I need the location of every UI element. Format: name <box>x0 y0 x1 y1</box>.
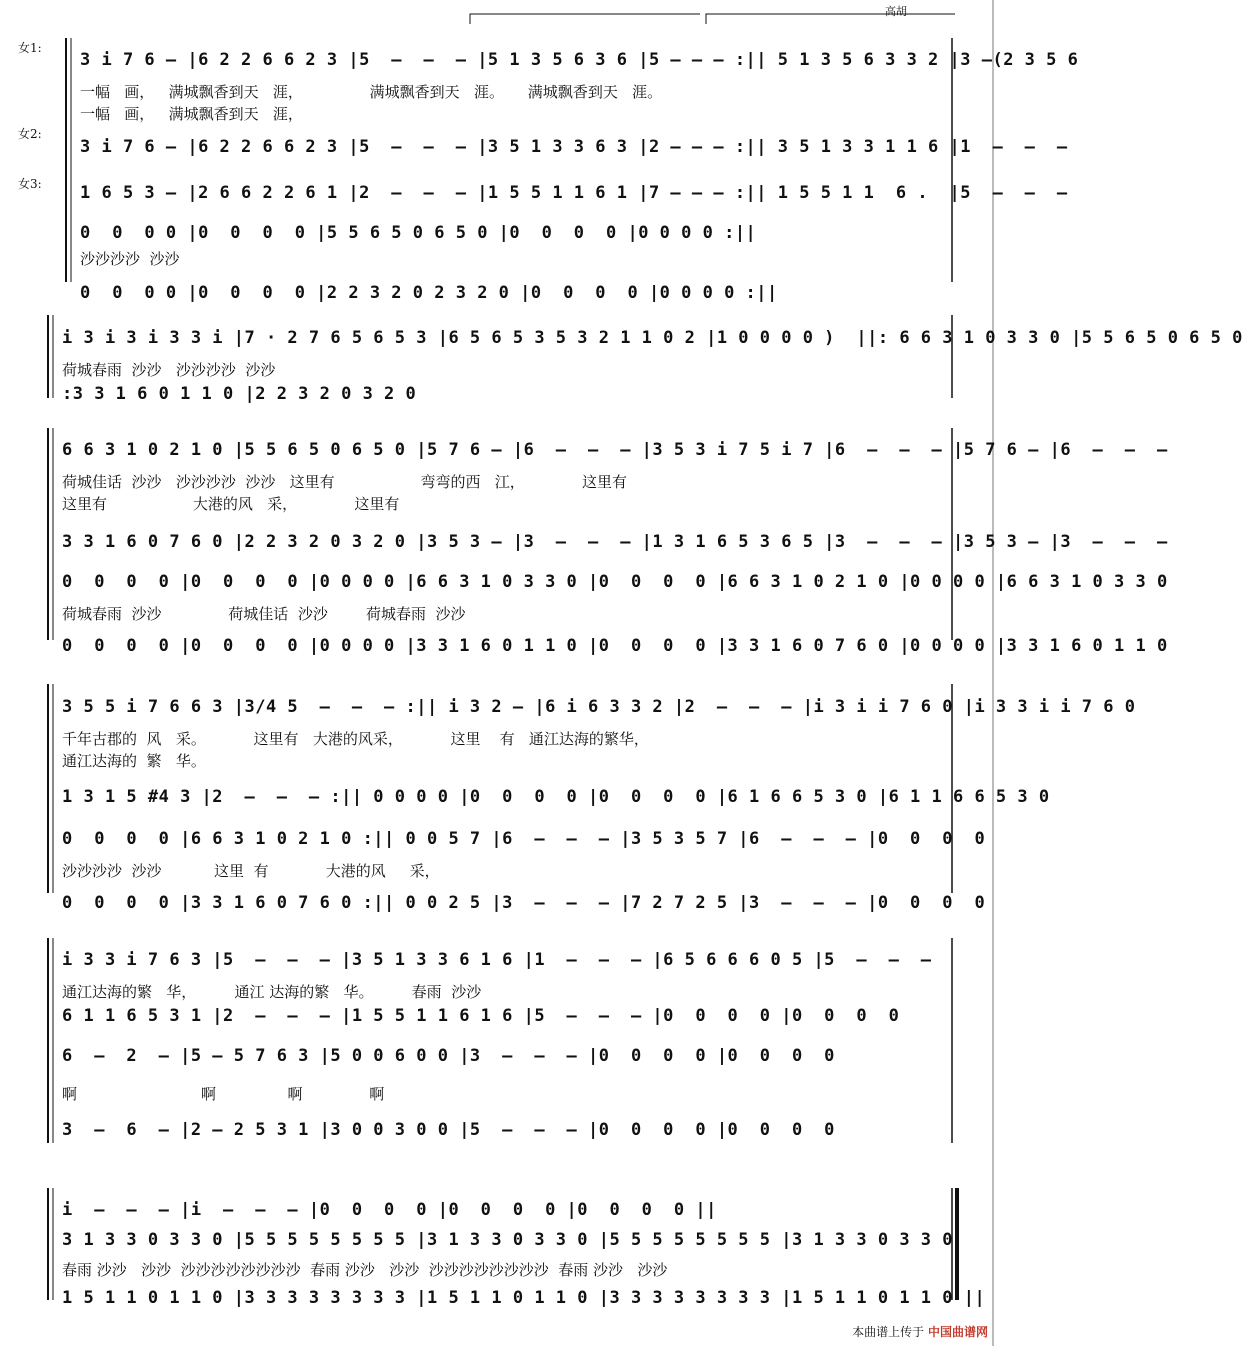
lyric-line-s4-6: 沙沙沙沙 沙沙 这里 有 大港的风 采， <box>62 862 440 880</box>
notation-line-s5-1: i 3 3 i 7 6 3 |5 – – – |3 5 1 3 3 6 1 6 |1 – – – |6 5 6 6 6 0 5 |5 – – – <box>62 950 932 970</box>
notation-line-s5-6: 3 – 6 – |2 – 2 5 3 1 |3 0 0 3 0 0 |5 – – – |0 0 0 0 |0 0 0 0 <box>62 1120 835 1140</box>
notation-line-s3-7: 0 0 0 0 |0 0 0 0 |0 0 0 0 |3 3 1 6 0 1 1 0 |0 0 0 0 |3 3 1 6 0 7 6 0 |0 0 0 0 |3 3 1 6 0 1 1 0 <box>62 636 1168 656</box>
lyric-line-s1-2: 一幅 画， 满城飘香到天 涯， 满城飘香到天 涯。 满城飘香到天 涯。 <box>80 83 663 101</box>
lyric-line-s1-7: 沙沙沙沙 沙沙 <box>80 250 180 268</box>
lyric-line-s5-2: 通江达海的繁 华， 通江 达海的繁 华。 春雨 沙沙 <box>62 983 482 1001</box>
notation-line-s1-8: 0 0 0 0 |0 0 0 0 |2 2 3 2 0 2 3 2 0 |0 0 0 0 |0 0 0 0 :|| <box>80 283 778 303</box>
upload-footer <box>852 1323 988 1340</box>
notation-line-s4-5: 0 0 0 0 |6 6 3 1 0 2 1 0 :|| 0 0 5 7 |6 – – – |3 5 3 5 7 |6 – – – |0 0 0 0 <box>62 829 986 849</box>
instrument-note: 高胡 <box>885 5 907 18</box>
notation-line-s5-4: 6 – 2 – |5 – 5 7 6 3 |5 0 0 6 0 0 |3 – – – |0 0 0 0 |0 0 0 0 <box>62 1046 835 1066</box>
notation-line-s3-1: 6 6 3 1 0 2 1 0 |5 5 6 5 0 6 5 0 |5 7 6 – |6 – – – |3 5 3 i 7 5 i 7 |6 – – – |5 7 6 – |6 – – – <box>62 440 1168 460</box>
notation-line-s4-4: 1 3 1 5 #4 3 |2 – – – :|| 0 0 0 0 |0 0 0 0 |0 0 0 0 |6 1 6 6 5 3 0 |6 1 1 6 6 5 3 0 <box>62 787 1050 807</box>
lyric-line-s4-3: 通江达海的 繁 华。 <box>62 752 206 770</box>
notation-line-s1-4: 3 i 7 6 – |6 2 2 6 6 2 3 |5 – – – |3 5 1 3 3 6 3 |2 – – – :|| 3 5 1 3 3 1 1 6 |1 – – – <box>80 137 1068 157</box>
notation-line-s2-1: i 3 i 3 i 3 3 i |7 · 2 7 6 5 6 5 3 |6 5 6 5 3 5 3 2 1 1 0 2 |1 0 0 0 0 ) ||: 6 6 3 1 0 3 3 0 |5 5 6 5 0 6 5 0 <box>62 328 1243 348</box>
lyric-line-s2-2: 荷城春雨 沙沙 沙沙沙沙 沙沙 <box>62 361 276 379</box>
lyric-line-s1-3: 一幅 画， 满城飘香到天 涯， <box>80 105 303 123</box>
lyric-line-s3-2: 荷城佳话 沙沙 沙沙沙沙 沙沙 这里有 弯弯的西 江， 这里有 <box>62 473 628 491</box>
voice-label-3: 女3: <box>18 177 42 191</box>
notation-line-s4-7: 0 0 0 0 |3 3 1 6 0 7 6 0 :|| 0 0 2 5 |3 – – – |7 2 7 2 5 |3 – – – |0 0 0 0 <box>62 893 986 913</box>
notation-line-s6-4: 1 5 1 1 0 1 1 0 |3 3 3 3 3 3 3 3 |1 5 1 1 0 1 1 0 |3 3 3 3 3 3 3 3 |1 5 1 1 0 1 1 0 || <box>62 1288 986 1308</box>
lyric-line-s3-3: 这里有 大港的风 采， 这里有 <box>62 495 400 513</box>
notation-line-s6-2: 3 1 3 3 0 3 3 0 |5 5 5 5 5 5 5 5 |3 1 3 3 0 3 3 0 |5 5 5 5 5 5 5 5 |3 1 3 3 0 3 3 0 <box>62 1230 953 1250</box>
notation-line-s3-4: 3 3 1 6 0 7 6 0 |2 2 3 2 0 3 2 0 |3 5 3 – |3 – – – |1 3 1 6 5 3 6 5 |3 – – – |3 5 3 – |3 – – – <box>62 532 1168 552</box>
notation-line-s6-1: i – – – |i – – – |0 0 0 0 |0 0 0 0 |0 0 0 0 || <box>62 1200 717 1220</box>
lyric-line-s4-2: 千年古郡的 风 采。 这里有 大港的风采， 这里 有 通江达海的繁华， <box>62 730 649 748</box>
voice-label-2: 女2: <box>18 127 42 141</box>
footer-site-logo: 中国曲谱网 <box>927 1325 988 1339</box>
notation-line-s3-5: 0 0 0 0 |0 0 0 0 |0 0 0 0 |6 6 3 1 0 3 3 0 |0 0 0 0 |6 6 3 1 0 2 1 0 |0 0 0 0 |6 6 3 1 0 3 3 0 <box>62 572 1168 592</box>
notation-line-s1-5: 1 6 5 3 – |2 6 6 2 2 6 1 |2 – – – |1 5 5 1 1 6 1 |7 – – – :|| 1 5 5 1 1 6 . |5 – – – <box>80 183 1068 203</box>
footer-uploaded-text: 本曲谱上传于 <box>852 1325 925 1339</box>
notation-line-s1-6: 0 0 0 0 |0 0 0 0 |5 5 6 5 0 6 5 0 |0 0 0 0 |0 0 0 0 :|| <box>80 223 757 243</box>
notation-line-s2-3: :3 3 1 6 0 1 1 0 |2 2 3 2 0 3 2 0 <box>62 384 417 404</box>
notation-line-s1-1: 3 i 7 6 – |6 2 2 6 6 2 3 |5 – – – |5 1 3 5 6 3 6 |5 – – – :|| 5 1 3 5 6 3 3 2 |3 –(2 3 5 6 <box>80 50 1079 70</box>
lyric-line-s6-3: 春雨 沙沙 沙沙 沙沙沙沙沙沙沙沙 春雨 沙沙 沙沙 沙沙沙沙沙沙沙沙 春雨 沙沙 沙沙 <box>62 1261 668 1279</box>
notation-line-s4-1: 3 5 5 i 7 6 6 3 |3/4 5 – – – :|| i 3 2 – |6 i 6 3 3 2 |2 – – – |i 3 i i 7 6 0 |i 3 3 i i 7 6 0 <box>62 697 1136 717</box>
notation-line-s5-3: 6 1 1 6 5 3 1 |2 – – – |1 5 5 1 1 6 1 6 |5 – – – |0 0 0 0 |0 0 0 0 <box>62 1006 900 1026</box>
volta-bracket-2 <box>706 14 955 24</box>
lyric-line-s5-5: 啊 啊 啊 啊 <box>62 1085 385 1103</box>
volta-bracket-1 <box>470 14 700 24</box>
voice-label-1: 女1: <box>18 41 42 55</box>
lyric-line-s3-6: 荷城春雨 沙沙 荷城佳话 沙沙 荷城春雨 沙沙 <box>62 605 466 623</box>
